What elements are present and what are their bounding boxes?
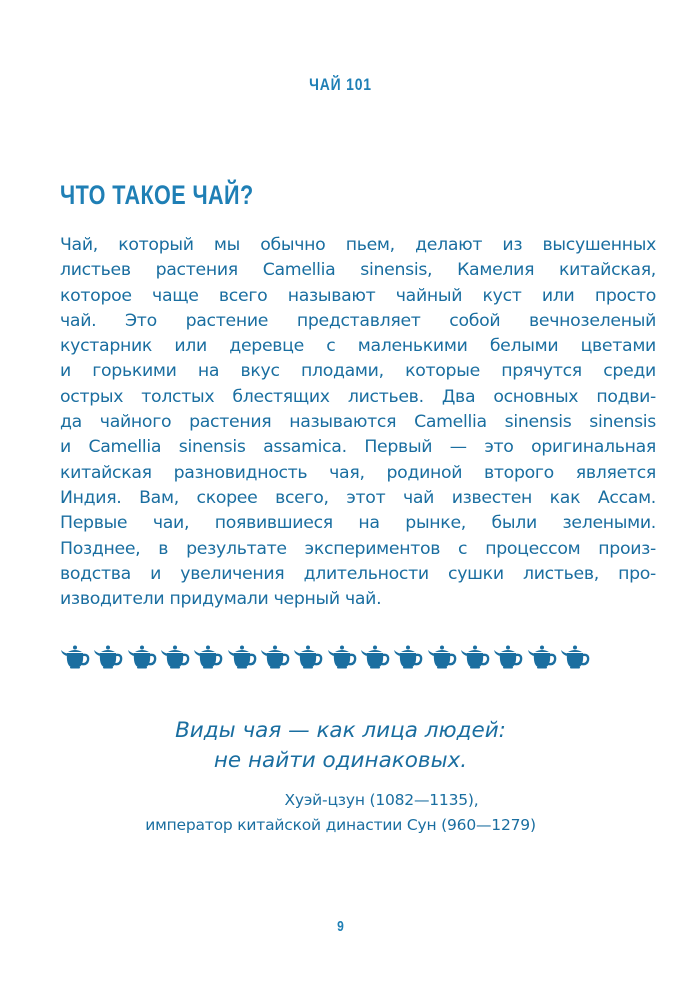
quote-line: Виды чая — как лица людей: (175, 718, 506, 743)
body-line: острых толстых блестящих листьев. Два основных подви- (60, 386, 656, 407)
quote-attribution (0, 788, 681, 838)
body-line: изводители придумали черный чай. (60, 589, 382, 610)
teapot-icon (160, 641, 190, 671)
attribution-line: император китайской династии Сун (960—1279) (145, 816, 536, 834)
teapot-icon (293, 641, 323, 671)
section-heading: ЧТО ТАКОЕ ЧАЙ? (60, 180, 254, 210)
teapot-icon (527, 641, 557, 671)
teapot-icon (560, 641, 590, 671)
teapot-ornament-row (60, 641, 590, 671)
body-line: листьев растения Camellia sinensis, Камелия китайская, (60, 260, 656, 281)
body-line: и горькими на вкус плодами, которые прячутся среди (60, 361, 656, 382)
body-line: водства и увеличения длительности сушки листьев, про- (60, 563, 656, 584)
epigraph-quote (0, 716, 681, 776)
teapot-icon (60, 641, 90, 671)
attribution-line: Хуэй-цзун (1082—1135), (284, 791, 479, 809)
teapot-icon (93, 641, 123, 671)
body-line: Позднее, в результате экспериментов с процессом произ- (60, 538, 656, 559)
teapot-icon (427, 641, 457, 671)
teapot-icon (460, 641, 490, 671)
body-line: Чай, который мы обычно пьем, делают из высушенных (60, 235, 656, 255)
body-line: да чайного растения называются Camellia sinensis sinensis (60, 412, 656, 433)
body-line: кустарник или деревце с маленькими белыми цветами (60, 336, 656, 357)
running-head: ЧАЙ 101 (309, 75, 372, 94)
teapot-icon (493, 641, 523, 671)
teapot-icon (127, 641, 157, 671)
teapot-icon (227, 641, 257, 671)
body-line: которое чаще всего называют чайный куст или просто (60, 285, 656, 306)
body-line: Индия. Вам, скорее всего, этот чай известен как Ассам. (60, 487, 656, 508)
teapot-icon (193, 641, 223, 671)
body-line: и Camellia sinensis assamica. Первый — это оригинальная (60, 437, 656, 458)
body-line: чай. Это растение представляет собой вечнозеленый (60, 310, 656, 331)
body-line: китайская разновидность чая, родиной второго является (60, 462, 656, 483)
page-number: 9 (337, 918, 344, 935)
body-paragraph (60, 233, 656, 612)
quote-line: не найти одинаковых. (213, 748, 468, 773)
teapot-icon (360, 641, 390, 671)
teapot-icon (393, 641, 423, 671)
body-line: Первые чаи, появившиеся на рынке, были зелеными. (60, 513, 656, 534)
teapot-icon (260, 641, 290, 671)
teapot-icon (327, 641, 357, 671)
